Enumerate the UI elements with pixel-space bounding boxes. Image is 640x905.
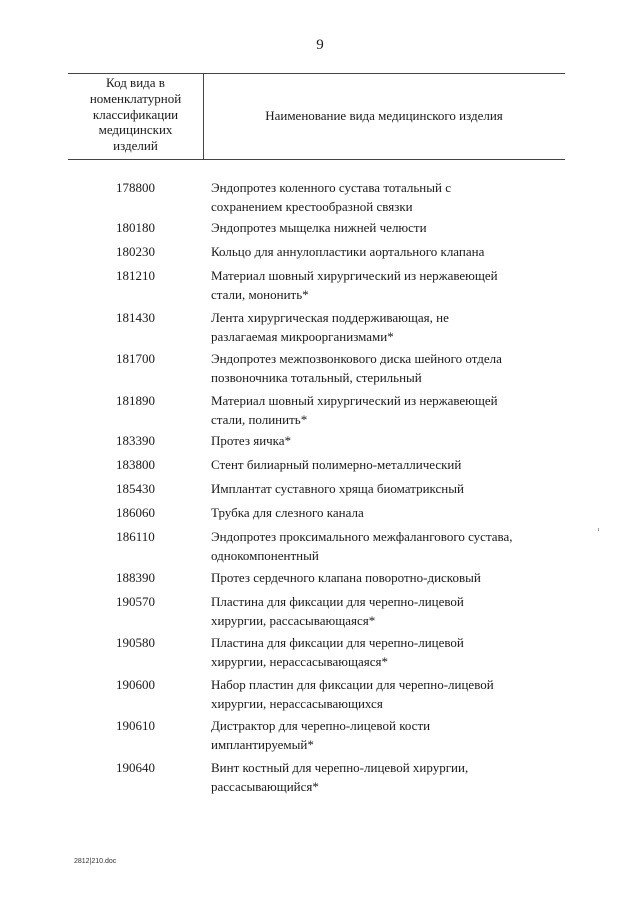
row-name: Материал шовный хирургический из нержавеющей стали, мононить* bbox=[211, 268, 498, 302]
row-name: Имплантат суставного хряща биоматриксный bbox=[211, 481, 464, 496]
header-code-column bbox=[68, 75, 203, 154]
header-code-line: изделий bbox=[113, 138, 158, 154]
row-name: Лента хирургическая поддерживающая, не разлагаемая микроорганизмами* bbox=[211, 310, 449, 344]
row-code: 181890 bbox=[116, 393, 155, 408]
row-code: 190570 bbox=[116, 594, 155, 609]
row-name: Стент билиарный полимерно-металлический bbox=[211, 457, 462, 472]
row-code: 188390 bbox=[116, 570, 155, 585]
row-name: Эндопротез межпозвонкового диска шейного отдела позвоночника тотальный, стерильный bbox=[211, 351, 502, 385]
file-footer: 2812|210.doc bbox=[74, 858, 117, 865]
row-code: 190580 bbox=[116, 635, 155, 650]
table-header-bottom-rule bbox=[68, 159, 565, 160]
row-name: Трубка для слезного канала bbox=[211, 505, 364, 520]
row-code: 181430 bbox=[116, 310, 155, 325]
row-name: Набор пластин для фиксации для черепно-лицевой хирургии, нерассасывающихся bbox=[211, 677, 494, 711]
header-code-line: номенклатурной bbox=[89, 90, 182, 106]
scan-speck bbox=[598, 528, 599, 531]
row-name: Винт костный для черепно-лицевой хирургии, рассасывающийся* bbox=[211, 760, 469, 794]
row-name: Протез яичка* bbox=[211, 433, 292, 448]
row-code: 180230 bbox=[116, 244, 155, 259]
row-name: Дистрактор для черепно-лицевой кости имплантируемый* bbox=[211, 718, 431, 752]
row-code: 183390 bbox=[116, 433, 155, 448]
header-code-line: Код вида в bbox=[106, 75, 165, 90]
row-name: Эндопротез коленного сустава тотальный с сохранением крестообразной связки bbox=[211, 180, 451, 214]
row-code: 180180 bbox=[116, 220, 155, 235]
header-name-column: Наименование вида медицинского изделия bbox=[265, 108, 503, 123]
row-code: 186110 bbox=[116, 529, 155, 544]
row-name: Эндопротез проксимального межфалангового сустава, однокомпонентный bbox=[211, 529, 513, 563]
row-code: 190610 bbox=[116, 718, 155, 733]
row-code: 181210 bbox=[116, 268, 155, 283]
row-name: Кольцо для аннулопластики аортального клапана bbox=[211, 244, 485, 259]
table-top-rule bbox=[68, 73, 565, 74]
header-code-line: медицинских bbox=[98, 122, 173, 138]
row-code: 178800 bbox=[116, 180, 155, 195]
row-name: Пластина для фиксации для черепно-лицевой хирургии, нерассасывающаяся* bbox=[211, 635, 464, 669]
row-code: 190640 bbox=[116, 760, 155, 775]
row-name: Эндопротез мыщелка нижней челюсти bbox=[211, 220, 427, 235]
header-code-line: классификации bbox=[92, 106, 179, 122]
row-code: 190600 bbox=[116, 677, 155, 692]
row-name: Материал шовный хирургический из нержавеющей стали, полинить* bbox=[211, 393, 498, 427]
row-code: 185430 bbox=[116, 481, 155, 496]
row-name: Пластина для фиксации для черепно-лицевой хирургии, рассасывающаяся* bbox=[211, 594, 464, 628]
row-code: 186060 bbox=[116, 505, 155, 520]
row-code: 183800 bbox=[116, 457, 155, 472]
row-name: Протез сердечного клапана поворотно-дисковый bbox=[211, 570, 481, 585]
page-number: 9 bbox=[316, 37, 324, 53]
row-code: 181700 bbox=[116, 351, 155, 366]
